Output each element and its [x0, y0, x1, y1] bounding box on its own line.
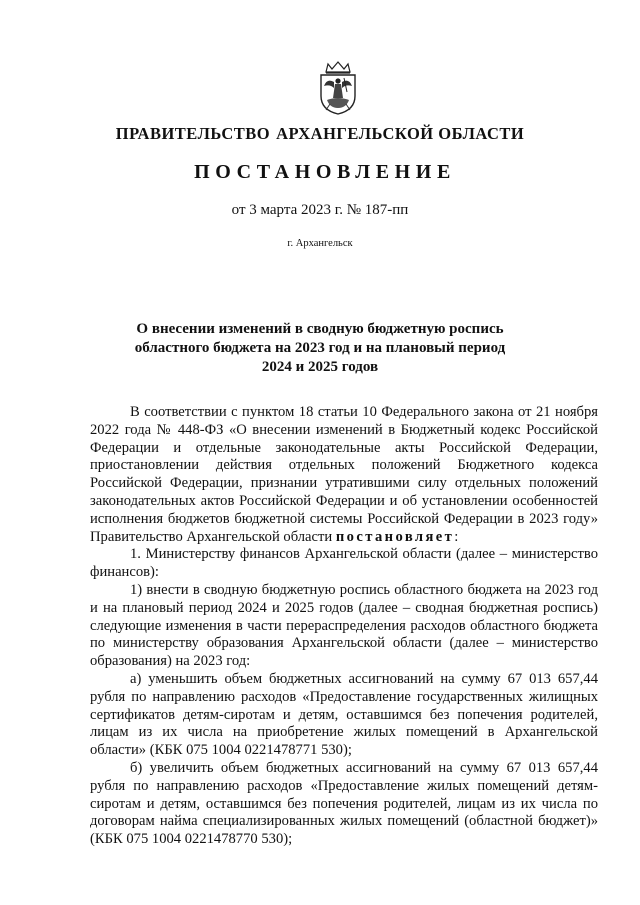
government-name-left: ПРАВИТЕЛЬСТВО [115, 124, 271, 143]
decree-title [0, 320, 640, 377]
clause-1-1-a: а) уменьшить объем бюджетных ассигнований на сумму 67 013 657,44 рубля по направлению расходов «Предоставление государственных жилищных сертификатов детям-сиротам и детям, оставшимся без попечения родителей, лицам из их числа на приобретение жилых помещений в Архангельской области» (КБК 075 1004 0221478771 530); [90, 670, 598, 759]
clause-1-1-b: б) увеличить объем бюджетных ассигнований на сумму 67 013 657,44 рубля по направлению расходов «Предоставление жилых помещений детям-сиротам и детям, оставшимся без попечения родителей, лицам из их числа по договорам найма специализированных жилых помещений (областной бюджет)» (КБК 075 1004 0221478770 530); [90, 759, 598, 848]
clause-1-1: 1) внести в сводную бюджетную роспись областного бюджета на 2023 год и на плановый период 2024 и 2025 годов (далее – сводная бюджетная роспись) следующие изменения в части перераспределения расходов областного бюджета по министерству образования Архангельской области (далее – министерство образования) на 2023 год: [90, 581, 598, 670]
decree-title-line: областного бюджета на 2023 год и на плановый период [134, 340, 506, 356]
document-type: ПОСТАНОВЛЕНИЕ [194, 161, 456, 183]
preamble-text: В соответствии с пунктом 18 статьи 10 Федерального закона от 21 ноября 2022 года № 448-ФЗ «О внесении изменений в Бюджетный кодекс Российской Федерации и отдельные законодательные акты Российской Федерации, приостановлении действия отдельных положений Бюджетного кодекса Российской Федерации, признании утратившими силу отдельных положений законодательных актов Российской Федерации и об установлении особенностей исполнения бюджетов бюджетной системы Российской Федерации в 2023 году» Правительство Архангельской области [90, 404, 598, 545]
decree-title-line: 2024 и 2025 годов [261, 359, 379, 375]
decree-date-number: от 3 марта 2023 г. № 187-пп [231, 202, 409, 218]
decree-title-line: О внесении изменений в сводную бюджетную роспись [136, 321, 504, 337]
decree-body [90, 404, 598, 849]
preamble-end: : [454, 528, 459, 545]
decree-city: г. Архангельск [287, 238, 353, 249]
government-name-right: АРХАНГЕЛЬСКОЙ ОБЛАСТИ [276, 124, 525, 143]
arkhangelsk-coat-of-arms-icon [316, 60, 360, 116]
clause-1: 1. Министерству финансов Архангельской области (далее – министерство финансов): [90, 546, 598, 581]
government-name [0, 124, 640, 144]
resolves-word: постановляет [335, 528, 455, 545]
preamble-paragraph [90, 404, 598, 546]
